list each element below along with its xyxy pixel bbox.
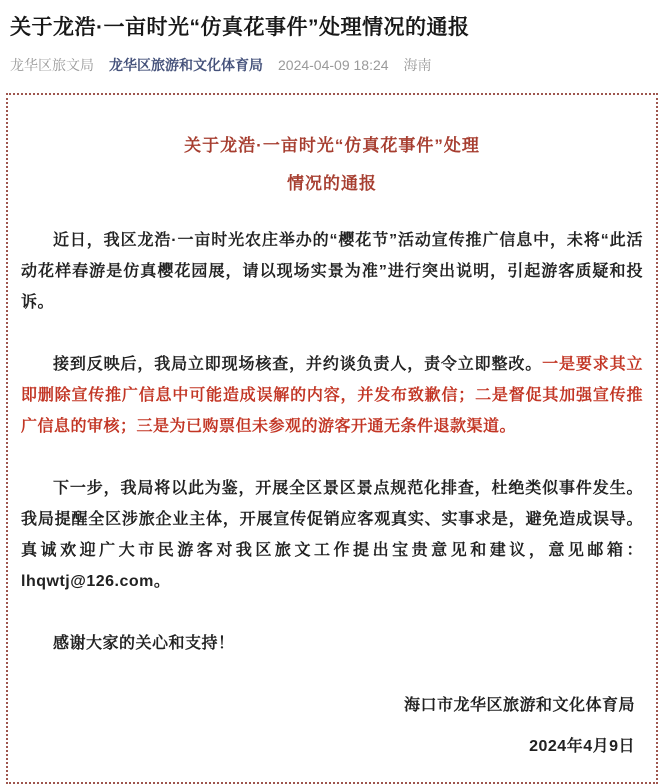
notice-paragraph-3: 下一步，我局将以此为鉴，开展全区景区景点规范化排查，杜绝类似事件发生。我局提醒全区涉旅企业主体，开展宣传促销应客观真实、实事求是，避免造成误导。真诚欢迎广大市民游客对我区旅文工作提出宝贵意见和建议，意见邮箱：lhqwtj@126.com。	[21, 480, 643, 590]
notice-title	[21, 127, 643, 203]
notice-paragraph-1: 近日，我区龙浩·一亩时光农庄举办的“樱花节”活动宣传推广信息中，未将“此活动花样春游是仿真樱花园展，请以现场实景为准”进行突出说明，引起游客质疑和投诉。	[21, 232, 643, 311]
notice-title-line1: 关于龙浩·一亩时光“仿真花事件”处理	[184, 136, 480, 155]
notice-signature: 海口市龙华区旅游和文化体育局	[403, 697, 635, 714]
notice-paragraph-2-red-measures: 一是要求其立即删除宣传推广信息中可能造成误解的内容，并发布致歉信；二是督促其加强宣传推广信息的审核；三是为已购票但未参观的游客开通无条件退款渠道。	[21, 356, 643, 435]
article-meta	[0, 43, 665, 74]
notice-date: 2024年4月9日	[529, 738, 635, 755]
meta-region: 海南	[403, 57, 432, 73]
notice-box	[6, 93, 658, 784]
notice-paragraph-2	[21, 349, 643, 442]
notice-paragraph-2-black: 接到反映后，我局立即现场核查，并约谈负责人，责令立即整改。	[53, 356, 543, 373]
meta-timestamp: 2024-04-09 18:24	[278, 57, 389, 73]
page-title: 关于龙浩·一亩时光“仿真花事件”处理情况的通报	[10, 16, 470, 39]
notice-paragraph-4-thanks: 感谢大家的关心和支持！	[53, 635, 235, 652]
meta-source-link[interactable]: 龙华区旅游和文化体育局	[109, 57, 263, 73]
notice-title-line2: 情况的通报	[287, 174, 377, 193]
meta-source-short: 龙华区旅文局	[10, 57, 94, 73]
